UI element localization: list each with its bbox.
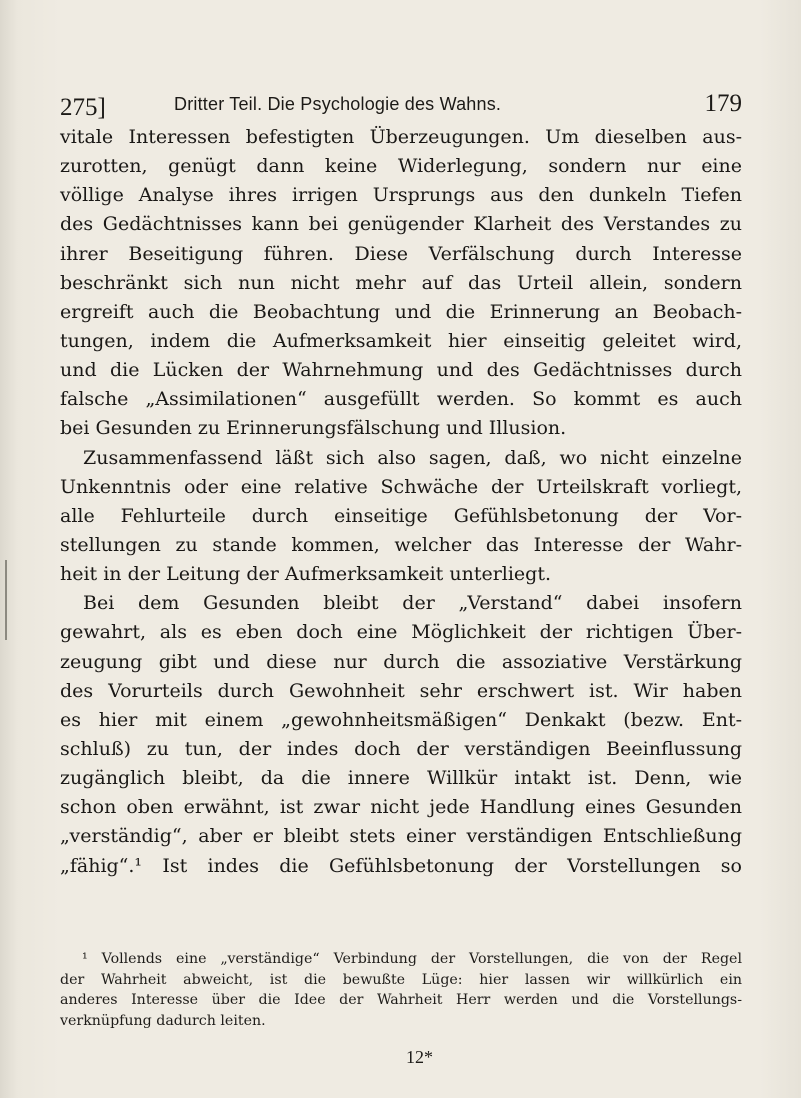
footnote-line: verknüpfung dadurch leiten. (60, 1012, 266, 1029)
footnote-line: der Wahrheit abweicht, ist die bewußte Lüge: hier lassen wir willkürlich ein (60, 971, 742, 988)
text-line: zeugung gibt und diese nur durch die assoziative Verstärkung (60, 650, 742, 673)
text-line: vitale Interessen befestigten Überzeugungen. Um dieselben aus- (60, 126, 742, 148)
text-line: stellungen zu stande kommen, welcher das Interesse der Wahr- (60, 533, 742, 556)
footnote-line: anderes Interesse über die Idee der Wahrheit Herr werden und die Vorstellungs- (60, 992, 742, 1008)
body-text (60, 123, 742, 881)
text-line: zurotten, genügt dann keine Widerlegung, sondern nur eine (60, 155, 742, 178)
text-line: bei Gesunden zu Erinnerungsfälschung und Illusion. (60, 417, 567, 440)
text-line: es hier mit einem „gewohnheitsmäßigen“ Denkakt (bezw. Ent- (60, 708, 742, 731)
text-line: alle Fehlurteile durch einseitige Gefühlsbetonung der Vor- (60, 504, 742, 527)
printer-signature: 12* (406, 1047, 433, 1067)
text-line: zugänglich bleibt, da die innere Willkür intakt ist. Denn, wie (60, 767, 742, 790)
text-line: schluß) zu tun, der indes doch der verständigen Beeinflussung (60, 737, 742, 760)
text-line: Unkenntnis oder eine relative Schwäche der Urteilskraft vorliegt, (60, 475, 742, 498)
footnote (60, 949, 742, 1031)
text-line: beschränkt sich nun nicht mehr auf das Urteil allein, sondern (60, 271, 742, 294)
text-line: schon oben erwähnt, ist zwar nicht jede Handlung eines Gesunden (60, 796, 742, 819)
text-line: ihrer Beseitigung führen. Diese Verfälschung durch Interesse (60, 242, 742, 265)
binding-edge-mark (5, 560, 7, 640)
text-line: gewahrt, als es eben doch eine Möglichkeit der richtigen Über- (60, 621, 742, 644)
text-line: „fähig“.¹ Ist indes die Gefühlsbetonung der Vorstellungen so (60, 854, 742, 877)
text-line: Bei dem Gesunden bleibt der „Verstand“ dabei insofern (83, 592, 742, 615)
footnote-line: ¹ Vollends eine „verständige“ Verbindung der Vorstellungen, die von der Regel (82, 951, 742, 967)
running-header (60, 90, 742, 120)
page-number: 179 (704, 90, 742, 117)
text-line: Zusammenfassend läßt sich also sagen, daß, wo nicht einzelne (83, 446, 742, 469)
text-line: tungen, indem die Aufmerksamkeit hier einseitig geleitet wird, (60, 329, 742, 352)
page-reference: 275] (60, 94, 106, 121)
text-line: „verständig“, aber er bleibt stets einer verständigen Entschließung (60, 825, 742, 848)
text-line: völlige Analyse ihres irrigen Ursprungs aus den dunkeln Tiefen (60, 184, 742, 207)
text-line: heit in der Leitung der Aufmerksamkeit unterliegt. (60, 563, 552, 586)
text-line: des Gedächtnisses kann bei genügender Klarheit des Verstandes zu (60, 213, 742, 236)
running-title: Dritter Teil. Die Psychologie des Wahns. (174, 94, 502, 114)
text-line: und die Lücken der Wahrnehmung und des Gedächtnisses durch (60, 359, 742, 382)
text-line: des Vorurteils durch Gewohnheit sehr erschwert ist. Wir haben (60, 679, 742, 702)
text-line: ergreift auch die Beobachtung und die Erinnerung an Beobach- (60, 300, 742, 323)
text-line: falsche „Assimilationen“ ausgefüllt werden. So kommt es auch (60, 388, 742, 411)
